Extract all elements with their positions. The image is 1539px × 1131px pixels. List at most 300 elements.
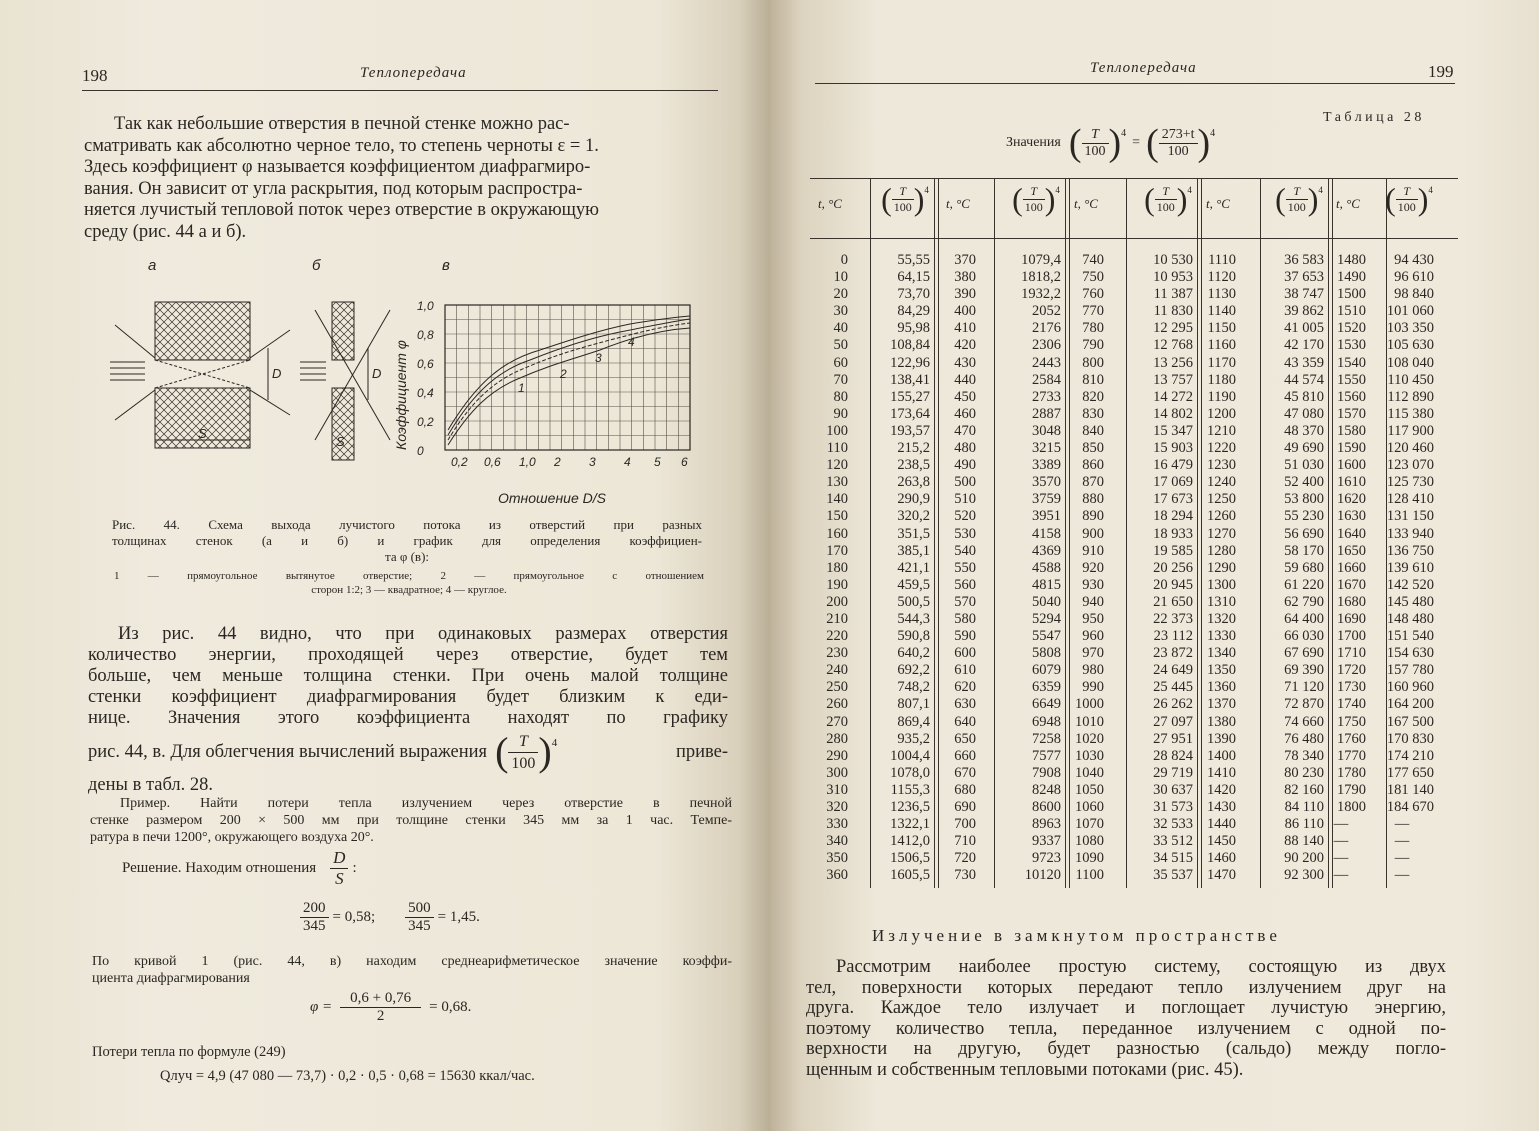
table-cell-t: 340 [826, 833, 848, 850]
table-cell-value: 108 040 [1386, 354, 1434, 371]
text-line: тел, поверхности которых передают тепло излучением друг на [806, 977, 1446, 998]
table-cell-t: 110 [826, 440, 848, 457]
table-cell-t: 210 [826, 610, 848, 627]
table-cell-t: 560 [954, 576, 976, 593]
table-cell-t: 390 [954, 286, 976, 303]
table-cell-value: 238,5 [897, 457, 930, 474]
table-cell-t: 550 [954, 559, 976, 576]
fraction-D-S [330, 848, 348, 889]
table-cell-t: 30 [833, 303, 848, 320]
table-cell-value: 90 200 [1284, 850, 1324, 867]
table-cell-value: 76 480 [1284, 730, 1324, 747]
table-cell-value: 5547 [1032, 628, 1061, 645]
table-cell-t: 150 [826, 508, 848, 525]
table-cell-value: 31 573 [1153, 799, 1193, 815]
frac-num: 273+t [1159, 127, 1198, 144]
table-cell-value: 2443 [1032, 354, 1061, 371]
table-cell-value: 12 768 [1153, 337, 1193, 354]
column-header-frac: ( T 100 ) $^4$ [1144, 181, 1192, 217]
table-cell-t: 500 [954, 474, 976, 491]
paren-close: ) [1197, 122, 1211, 164]
fraction-200-345 [300, 900, 329, 935]
x-tick-label: 1,0 [519, 455, 536, 469]
table-cell-value: 128 410 [1386, 491, 1434, 508]
table-cell-t: 1080 [1075, 833, 1104, 850]
table-cell-value: — [1394, 850, 1410, 867]
table-cell-value: 35 537 [1153, 867, 1193, 884]
table-cell-value: 385,1 [897, 542, 930, 559]
table-cell-value: 215,2 [897, 440, 930, 457]
table-cell-value: — [1394, 816, 1410, 833]
table-cell-value: 84,29 [897, 303, 930, 320]
table-cell-t: 240 [826, 662, 848, 679]
text-line: По кривой 1 (рис. 44, в) находим среднеарифметическое значение коэффи- [92, 954, 732, 969]
table-cell-value: 30 637 [1153, 781, 1193, 798]
table-cell-value: 49 690 [1284, 440, 1324, 457]
table-cell-t: 20 [833, 286, 848, 303]
table-cell-value: 120 460 [1386, 440, 1434, 457]
table-cell-value: 2306 [1032, 337, 1061, 354]
table-cell-t: 580 [954, 610, 976, 627]
column-header-t: t, °C [1074, 196, 1098, 211]
table-cell-value: 4588 [1032, 559, 1061, 576]
table-cell-value: 8248 [1032, 781, 1061, 798]
table-cell-value: 27 951 [1153, 730, 1193, 747]
frac-num: D [330, 848, 348, 869]
table-cell-value: 154 630 [1386, 645, 1434, 662]
y-tick-label: 0,4 [417, 386, 434, 400]
table-cell-t: 1300 [1207, 576, 1236, 593]
table-cell-value: 167 500 [1386, 713, 1434, 730]
table-cell-value: 3570 [1032, 474, 1061, 491]
y-tick-label: 0,6 [417, 357, 434, 371]
table-cell-value: 173,64 [890, 405, 930, 422]
table-cell-t: 1020 [1075, 730, 1104, 747]
table-cell-value: 807,1 [897, 696, 930, 713]
table-cell-t: 1320 [1207, 610, 1236, 627]
table-cell-t: 330 [826, 816, 848, 833]
table-cell-value: 170 830 [1386, 730, 1434, 747]
table-cell-value: 1818,2 [1021, 269, 1061, 286]
table-cell-t: 1470 [1207, 867, 1236, 884]
column-header-t: t, °C [818, 196, 842, 211]
text-line: поэтому количество тепла, переданное излучением с одной по- [806, 1018, 1446, 1039]
table-cell-value: 869,4 [897, 713, 930, 730]
value-column [866, 252, 930, 884]
table-cell-value: 37 653 [1284, 269, 1324, 286]
table-cell-t: 1100 [1075, 867, 1104, 884]
table-cell-t: 1220 [1207, 440, 1236, 457]
table-cell-t: 980 [1082, 662, 1104, 679]
value-column [1129, 252, 1193, 884]
paragraph-2 [88, 624, 728, 796]
table-cell-t: 460 [954, 405, 976, 422]
table-cell-value: 36 583 [1284, 252, 1324, 268]
table-cell-t: 290 [826, 747, 848, 764]
table-cell-t: 1800 [1337, 799, 1366, 815]
table-cell-value: 101 060 [1386, 303, 1434, 320]
table-cell-t: 540 [954, 542, 976, 559]
table-cell-t: 1310 [1207, 593, 1236, 610]
table-cell-value: 500,5 [897, 593, 930, 610]
equals-sign: = [1132, 135, 1141, 150]
table-cell-t: 1190 [1207, 388, 1236, 405]
caption-line: толщинах стенок (а и б) и график для определения коэффициен- [112, 533, 702, 548]
x-tick-label: 4 [624, 455, 631, 469]
table-cell-value: 25 445 [1153, 679, 1193, 696]
text-span: рис. 44, в. Для облегчения вычислений выражения [88, 741, 488, 762]
table-cell-value: 2052 [1032, 303, 1061, 320]
text-line: вания. Он зависит от угла раскрытия, под которым распростра- [84, 178, 583, 199]
table-cell-t: 1170 [1207, 354, 1236, 371]
example [90, 795, 732, 846]
table-cell-value: 59 680 [1284, 559, 1324, 576]
table-cell-value: 3048 [1032, 422, 1061, 439]
table-cell-value: 73,70 [897, 286, 930, 303]
panel-label-a: а [148, 257, 157, 274]
x-tick-label: 6 [681, 455, 688, 469]
paren-close: ) [538, 729, 552, 774]
table-cell-value: 61 220 [1284, 576, 1324, 593]
table-cell-value: 28 824 [1153, 747, 1193, 764]
phi-result: = 0,68. [429, 999, 472, 1015]
table-cell-value: 544,3 [897, 610, 930, 627]
table-cell-t: 710 [954, 833, 976, 850]
table-cell-t: 140 [826, 491, 848, 508]
table-cell-t: 780 [1082, 320, 1104, 337]
table-cell-value: 290,9 [897, 491, 930, 508]
frac-den: S [335, 869, 344, 888]
table-cell-value: 4158 [1032, 525, 1061, 542]
table-label: Таблица 28 [1323, 110, 1425, 125]
table-cell-t: 1630 [1337, 508, 1366, 525]
table-cell-t: 1640 [1337, 525, 1366, 542]
table-cell-value: 67 690 [1284, 645, 1324, 662]
curve-label: 4 [628, 335, 635, 349]
right-page [770, 0, 1539, 1131]
table-cell-t: 1460 [1207, 850, 1236, 867]
table-cell-value: 351,5 [897, 525, 930, 542]
table-cell-t: 1330 [1207, 628, 1236, 645]
table-cell-value: 14 272 [1153, 388, 1193, 405]
table-cell-value: 5808 [1032, 645, 1061, 662]
table-cell-t: 1340 [1207, 645, 1236, 662]
table-cell-t: — [1333, 850, 1349, 867]
value-column [1260, 252, 1324, 884]
table-cell-value: 9723 [1032, 850, 1061, 867]
table-cell-t: 1710 [1337, 645, 1366, 662]
t-column [1186, 252, 1236, 884]
column-header-t: t, °C [1336, 196, 1360, 211]
table-cell-t: 1770 [1337, 747, 1366, 764]
running-head: Теплопередача [1090, 60, 1197, 76]
table-cell-t: 720 [954, 850, 976, 867]
table-cell-value: 2733 [1032, 388, 1061, 405]
text-line: Так как небольшие отверстия в печной стенке можно рас- [114, 114, 570, 134]
table-cell-value: 78 340 [1284, 747, 1324, 764]
table-cell-value: 20 945 [1153, 576, 1193, 593]
table-cell-value: 8963 [1032, 816, 1061, 833]
table-cell-value: 3759 [1032, 491, 1061, 508]
x-tick-label: 3 [589, 455, 596, 469]
text-line: Пример. Найти потери тепла излучением через отверстие в печной [120, 796, 732, 811]
table-cell-value: 117 900 [1387, 422, 1434, 439]
table-cell-value: 139 610 [1386, 559, 1434, 576]
table-cell-t: 760 [1082, 286, 1104, 303]
table-cell-t: 440 [954, 371, 976, 388]
table-cell-t: 1090 [1075, 850, 1104, 867]
table-cell-t: 1590 [1337, 440, 1366, 457]
paren-open: ( [495, 729, 509, 774]
fraction-500-345 [405, 900, 434, 935]
table-cell-t: 70 [833, 371, 848, 388]
table-cell-t: 830 [1082, 405, 1104, 422]
table-cell-t: 90 [833, 405, 848, 422]
table-cell-value: 3389 [1032, 457, 1061, 474]
table-cell-t: 1720 [1337, 662, 1366, 679]
table-cell-value: 105 630 [1386, 337, 1434, 354]
table-cell-t: 1380 [1207, 713, 1236, 730]
table-cell-value: 11 387 [1153, 286, 1193, 303]
column-header-t: t, °C [1206, 196, 1230, 211]
table-cell-t: 490 [954, 457, 976, 474]
table-cell-value: 263,8 [897, 474, 930, 491]
text-line: сматривать как абсолютно черное тело, то степень черноты ε = 1. [84, 135, 599, 156]
table-cell-t: 870 [1082, 474, 1104, 491]
table-cell-t: 900 [1082, 525, 1104, 542]
table-cell-value: 21 650 [1153, 593, 1193, 610]
table-cell-value: 38 747 [1284, 286, 1324, 303]
exponent: 4 [551, 737, 558, 749]
column-header-frac: ( T 100 ) $^4$ [1012, 181, 1060, 217]
table-cell-t: 1680 [1337, 593, 1366, 610]
table-cell-value: 27 097 [1153, 713, 1193, 730]
frac-den: 100 [511, 754, 536, 772]
table-cell-t: 640 [954, 713, 976, 730]
phi-graph [417, 299, 690, 469]
table-cell-t: 1700 [1337, 628, 1366, 645]
table-cell-value: 13 256 [1153, 354, 1193, 371]
table-cell-value: 66 030 [1284, 628, 1324, 645]
table-cell-t: 1030 [1075, 747, 1104, 764]
table-cell-value: 29 719 [1153, 764, 1193, 781]
header-rule [82, 90, 718, 91]
table-cell-value: 80 230 [1284, 764, 1324, 781]
table-cell-t: 960 [1082, 628, 1104, 645]
table-cell-value: 112 890 [1387, 388, 1434, 405]
table-cell-value: 64,15 [897, 269, 930, 286]
table-cell-value: 86 110 [1284, 816, 1324, 833]
table-cell-value: 1506,5 [890, 850, 930, 867]
table-cell-t: 620 [954, 679, 976, 696]
page-number: 198 [82, 66, 108, 85]
table-cell-value: 1004,4 [890, 747, 930, 764]
table-cell-t: 400 [954, 303, 976, 320]
table-cell-value: 44 574 [1284, 371, 1324, 388]
column-rule [994, 178, 995, 888]
table-cell-t: 820 [1082, 388, 1104, 405]
exponent: 4 [1121, 128, 1127, 139]
title-frac-left [1082, 127, 1109, 160]
table-cell-value: 108,84 [890, 337, 930, 354]
table-cell-value: 82 160 [1284, 781, 1324, 798]
table-cell-value: 123 070 [1386, 457, 1434, 474]
table-cell-value: 164 200 [1386, 696, 1434, 713]
table-cell-t: 430 [954, 354, 976, 371]
table-cell-value: 421,1 [897, 559, 930, 576]
table-cell-t: 1290 [1207, 559, 1236, 576]
table-cell-value: 4369 [1032, 542, 1061, 559]
paren-close: ) [1108, 122, 1122, 164]
table-cell-t: 1620 [1337, 491, 1366, 508]
table-cell-t: 1520 [1337, 320, 1366, 337]
table-cell-t: 1000 [1075, 696, 1104, 713]
table-cell-value: 133 940 [1386, 525, 1434, 542]
text-line: среду (рис. 44 а и б). [84, 221, 247, 242]
table-header-rule [810, 238, 1458, 239]
t-column [1316, 252, 1366, 884]
table-cell-value: 692,2 [897, 662, 930, 679]
table-cell-t: 940 [1082, 593, 1104, 610]
dim-S-a: S [198, 426, 207, 441]
table-cell-t: 1140 [1207, 303, 1236, 320]
table-cell-t: 0 [840, 252, 848, 268]
t-column [798, 252, 848, 884]
table-cell-t: 410 [954, 320, 976, 337]
table-cell-value: 181 140 [1386, 781, 1434, 798]
text-line: больше, чем меньше толщина стенки. При очень малой толщине [88, 666, 728, 686]
figure-caption [112, 517, 702, 565]
table-cell-t: 130 [826, 474, 848, 491]
table-cell-t: 60 [833, 354, 848, 371]
frac-num: T [508, 731, 538, 753]
table-cell-t: 1260 [1207, 508, 1236, 525]
table-cell-value: 4815 [1032, 576, 1061, 593]
table-cell-t: 1010 [1075, 713, 1104, 730]
table-cell-value: 95,98 [897, 320, 930, 337]
table-cell-t: 160 [826, 525, 848, 542]
curve-label: 2 [560, 367, 567, 381]
table-cell-value: 58 170 [1284, 542, 1324, 559]
text-line: верхности на другую, будет разностью (сальдо) между погло- [806, 1039, 1446, 1059]
text-line-with-formula [88, 729, 728, 775]
table-cell-value: 23 872 [1153, 645, 1193, 662]
frac-den: 2 [376, 1008, 385, 1024]
table-cell-t: 1790 [1337, 781, 1366, 798]
dim-S-b: S [336, 434, 345, 449]
table-cell-value: 193,57 [890, 422, 930, 439]
thin-wall-diagram [300, 302, 390, 460]
text-line: стенки коэффициент диафрагмирования будет близким к еди- [88, 687, 728, 707]
text-line: няется лучистый тепловой поток через отверстие в окружающую [84, 200, 599, 220]
column-rule [1126, 178, 1127, 888]
table-cell-value: 3951 [1032, 508, 1061, 525]
solution-label: Решение. Находим отношения [122, 860, 317, 876]
table-cell-t: 360 [826, 867, 848, 884]
header-rule [815, 83, 1455, 84]
table-cell-value: 136 750 [1386, 542, 1434, 559]
table-cell-value: 18 933 [1153, 525, 1193, 542]
table-cell-t: 650 [954, 730, 976, 747]
table-cell-value: 131 150 [1386, 508, 1434, 525]
paren-open: ( [1146, 122, 1159, 164]
frac-den: 345 [303, 918, 326, 934]
t-column [926, 252, 976, 884]
table-cell-value: 15 903 [1153, 440, 1193, 457]
intro-paragraph [84, 114, 724, 243]
table-cell-t: 840 [1082, 422, 1104, 439]
table-cell-t: 320 [826, 799, 848, 815]
column-header-frac: ( T 100 ) $^4$ [1385, 181, 1433, 217]
table-cell-t: 1480 [1337, 252, 1366, 268]
table-cell-t: 1350 [1207, 662, 1236, 679]
table-cell-t: 670 [954, 764, 976, 781]
table-cell-t: 190 [826, 576, 848, 593]
graph-xlabel: Отношение D/S [498, 490, 606, 506]
table-cell-t: 600 [954, 645, 976, 662]
table-cell-value: 69 390 [1284, 662, 1324, 679]
table-title [1006, 124, 1215, 162]
table-cell-t: 10 [833, 269, 848, 286]
table-cell-t: 1410 [1207, 764, 1236, 781]
table-cell-value: 138,41 [890, 371, 930, 388]
solution-line [122, 848, 357, 889]
table-cell-t: 200 [826, 593, 848, 610]
curve-label: 1 [518, 381, 525, 395]
table-cell-t: 1150 [1207, 320, 1236, 337]
table-cell-value: 155,27 [890, 388, 930, 405]
table-cell-value: 935,2 [897, 730, 930, 747]
table-cell-value: 47 080 [1284, 405, 1324, 422]
x-tick-label: 0,2 [451, 455, 468, 469]
table-cell-t: 1050 [1075, 781, 1104, 798]
table-cell-t: 1510 [1337, 303, 1366, 320]
table-cell-t: 860 [1082, 457, 1104, 474]
table-title-text: Значения [1006, 135, 1061, 150]
table-cell-value: 48 370 [1284, 422, 1324, 439]
table-cell-value: 33 512 [1153, 833, 1193, 850]
table-cell-t: 630 [954, 696, 976, 713]
table-cell-t: 1490 [1337, 269, 1366, 286]
table-cell-value: 174 210 [1386, 747, 1434, 764]
table-cell-t: 1360 [1207, 679, 1236, 696]
table-cell-t: 1580 [1337, 422, 1366, 439]
x-tick-label: 0,6 [484, 455, 501, 469]
table-cell-t: 1550 [1337, 371, 1366, 388]
table-cell-value: 6649 [1032, 696, 1061, 713]
table-cell-value: 110 450 [1387, 371, 1434, 388]
table-cell-value: 148 480 [1386, 610, 1434, 627]
calc-line [300, 900, 480, 935]
table-cell-t: 1200 [1207, 405, 1236, 422]
table-cell-value: 34 515 [1153, 850, 1193, 867]
table-cell-value: 115 380 [1387, 405, 1434, 422]
table-cell-t: 350 [826, 850, 848, 867]
table-cell-value: 320,2 [897, 508, 930, 525]
table-cell-t: 520 [954, 508, 976, 525]
table-cell-t: 880 [1082, 491, 1104, 508]
table-cell-t: 1730 [1337, 679, 1366, 696]
table-cell-t: 380 [954, 269, 976, 286]
table-cell-t: — [1333, 867, 1349, 884]
dim-D-a: D [272, 366, 282, 381]
text-line: друга. Каждое тело излучает и поглощает лучистую энергию, [806, 998, 1446, 1018]
y-tick-label: 1,0 [417, 299, 434, 313]
frac-den: 100 [1167, 143, 1189, 159]
table-cell-value: 88 140 [1284, 833, 1324, 850]
table-cell-value: — [1394, 867, 1410, 884]
table-cell-value: 72 870 [1284, 696, 1324, 713]
